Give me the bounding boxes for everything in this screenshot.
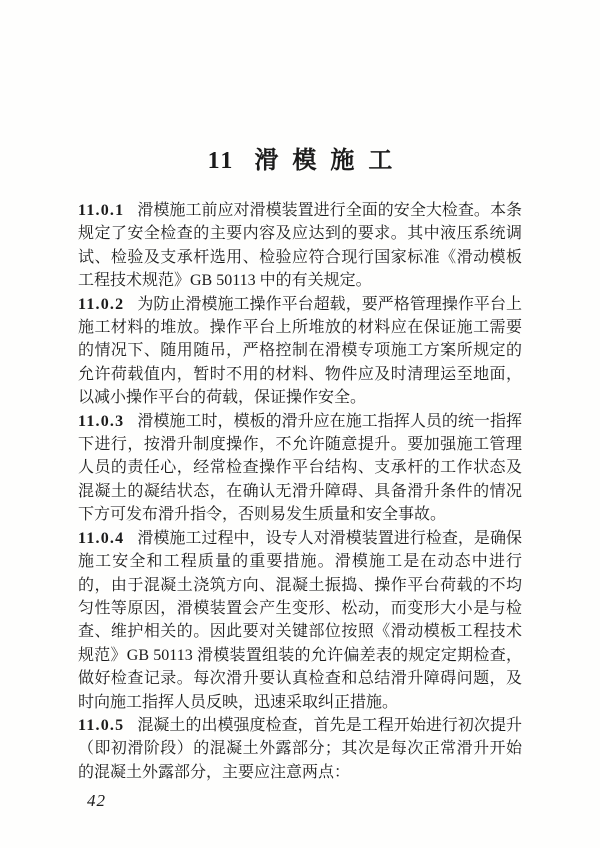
section-number: 11.0.5: [78, 716, 125, 734]
section-paragraph: [78, 410, 522, 527]
section-number: 11.0.3: [78, 412, 125, 430]
section-number: 11.0.1: [78, 202, 125, 219]
chapter-title: [0, 140, 600, 175]
section-text: 滑模施工前应对滑模装置进行全面的安全大检查。本条规定了安全检查的主要内容及应达到的要求。其中液压系统调试、检验及支承杆选用、检验应符合现行国家标准《滑动模板工程技术规范》GB 50113 中的有关规定。: [78, 202, 522, 290]
page-number: 42: [87, 791, 106, 810]
section-paragraph: [78, 527, 522, 714]
section-paragraph: [78, 199, 522, 293]
chapter-name: 滑模施工: [254, 148, 407, 174]
section-text: 滑模施工时，模板的滑升应在施工指挥人员的统一指挥下进行，按滑升制度操作，不允许随意提升。要加强施工管理人员的责任心，经常检查操作平台结构、支承杆的工作状态及混凝土的凝结状态，在确认无滑升障碍、具备滑升条件的情况下方可发布滑升指令，否则易发生质量和安全事故。: [78, 412, 522, 524]
section-paragraph: [78, 714, 522, 784]
section-number: 11.0.4: [78, 529, 125, 547]
section-text: 为防止滑模施工操作平台超载，要严格管理操作平台上施工材料的堆放。操作平台上所堆放的材料应在保证施工需要的情况下、随用随吊，严格控制在滑模专项施工方案所规定的允许荷载值内，暂时不用的材料、物件应及时清理运至地面，以减小操作平台的荷载，保证操作安全。: [78, 295, 522, 407]
section-text: 滑模施工过程中，设专人对滑模装置进行检查，是确保施工安全和工程质量的重要措施。滑模施工是在动态中进行的，由于混凝土浇筑方向、混凝土振捣、操作平台荷载的不均匀性等原因，滑模装置会产生变形、松动，而变形大小是与检查、维护相关的。因此要对关键部位按照《滑动模板工程技术规范》GB 50113 滑模装置组装的允许偏差表的规定定期检查，做好检查记录。每次滑升要认真检查和总结滑升障碍问题，及时向施工指挥人员反映，迅速采取纠正措施。: [78, 529, 522, 711]
chapter-number: 11: [207, 148, 235, 174]
document-body: [78, 199, 522, 784]
section-text: 混凝土的出模强度检查，首先是工程开始进行初次提升（即初滑阶段）的混凝土外露部分；其次是每次正常滑升开始的混凝土外露部分，主要应注意两点：: [78, 716, 522, 781]
section-number: 11.0.2: [78, 295, 125, 313]
section-paragraph: [78, 293, 522, 410]
